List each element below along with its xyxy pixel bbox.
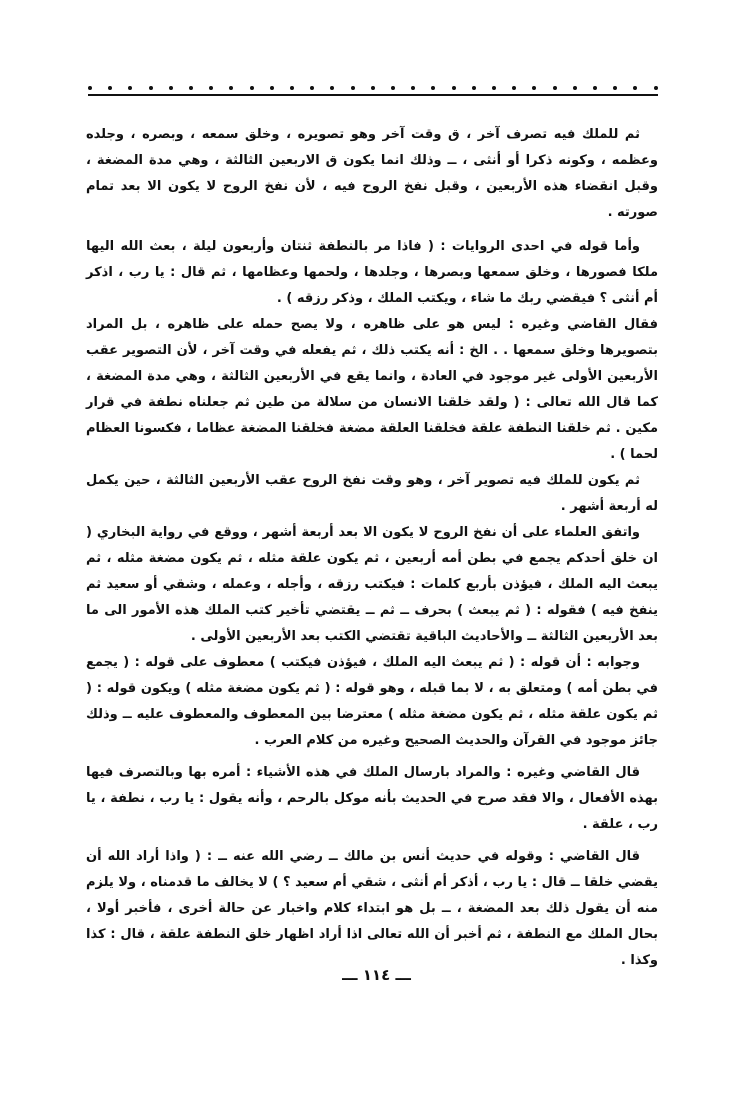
rule-dot xyxy=(573,86,577,90)
rule-dot xyxy=(330,86,334,90)
rule-dot xyxy=(431,86,435,90)
rule-dot xyxy=(128,86,132,90)
rule-dot xyxy=(593,86,597,90)
header-line xyxy=(88,94,658,96)
rule-dot xyxy=(351,86,355,90)
rule-dot xyxy=(391,86,395,90)
rule-dot xyxy=(411,86,415,90)
paragraph: ثم يكون للملك فيه تصوير آخر ، وهو وقت نفخ الروح عقب الأربعين الثالثة ، حين يكمل له أربعة أشهر . xyxy=(86,473,658,514)
rule-dot xyxy=(654,86,658,90)
rule-dot xyxy=(613,86,617,90)
paragraph: واتفق العلماء على أن نفخ الروح لا يكون الا بعد أربعة أشهر ، ووقع في رواية البخاري ( ان خلق أحدكم يجمع في بطن أمه أربعين ، ثم يكون علقة مثله ، ثم يكون مضغة مثله ، ثم يبعث اليه الملك ، فيؤذن بأربع كلمات : فيكتب رزقه ، وأجله ، وعمله ، وشقي أو سعيد ثم ينفخ فيه ) فقوله : ( ثم يبعث ) بحرف ــ ثم ــ يقتضي تأخير كتب الملك هذه الأمور الى ما بعد الأربعين الثالثة ــ والأحاديث الباقية تقتضي الكتب بعد الأربعين الأولى . xyxy=(86,525,658,644)
page-number: ـــ ١١٤ ـــ xyxy=(342,966,411,984)
rule-dot xyxy=(250,86,254,90)
paragraph: قال القاضي : وقوله في حديث أنس بن مالك ــ رضي الله عنه ــ : ( واذا أراد الله أن يقضي خلقا ــ قال : يا رب ، أذكر أم أنثى ، شقي أم سعيد ؟ ) لا يخالف ما قدمناه ، ولا يلزم منه أن يقول ذلك بعد المضغة ، ــ بل هو ابتداء كلام واخبار عن حالة أخرى ، فأخبر أولا ، بحال الملك مع النطفة ، ثم أخبر أن الله تعالى اذا أراد اظهار خلق النطفة علقة ، قال : كذا وكذا . xyxy=(86,849,658,968)
paragraph: ثم للملك فيه تصرف آخر ، ق وقت آخر وهو تصويره ، وخلق سمعه ، وبصره ، وجلده وعظمه ، وكونه ذكرا أو أنثى ، ــ وذلك انما يكون ق الاربعين الثالثة ، وهي مدة المضغة ، وقبل انقضاء هذه الأربعين ، وقبل نفخ الروح فيه ، لأن نفخ الروح لا يكون الا بعد تمام صورته . xyxy=(86,127,658,220)
paragraph: وأما قوله في احدى الروايات : ( فاذا مر بالنطفة ثنتان وأربعون ليلة ، بعث الله اليها ملكا فصورها ، وخلق سمعها وبصرها ، وجلدها ، ولحمها وعظامها ، ثم قال : يا رب ، اذكر أم أنثى ؟ فيقضي ربك ما شاء ، ويكتب الملك ، وذكر رزقه ) . xyxy=(86,239,658,306)
rule-dot xyxy=(492,86,496,90)
rule-dot xyxy=(189,86,193,90)
rule-dot xyxy=(270,86,274,90)
rule-dot xyxy=(633,86,637,90)
rule-dot xyxy=(371,86,375,90)
rule-dot xyxy=(209,86,213,90)
rule-dot xyxy=(512,86,516,90)
rule-dot xyxy=(452,86,456,90)
rule-dot xyxy=(229,86,233,90)
rule-dot xyxy=(88,86,92,90)
rule-dot xyxy=(290,86,294,90)
header-rule xyxy=(88,82,658,94)
rule-dot xyxy=(472,86,476,90)
rule-dot xyxy=(149,86,153,90)
paragraph: فقال القاضي وغيره : ليس هو على ظاهره ، ولا يصح حمله على ظاهره ، بل المراد بتصويرها وخلق سمعها . . الخ : أنه يكتب ذلك ، ثم يفعله في وقت آخر ، لأن التصوير عقب الأربعين الأولى غير موجود في العادة ، وانما يقع في الأربعين الثالثة ، وهي مدة المضغة ، كما قال الله تعالى : ( ولقد خلقنا الانسان من سلالة من طين ثم جعلناه نطفة في قرار مكين . ثم خلقنا النطفة علقة فخلقنا العلقة مضغة فخلقنا المضغة عظاما ، فكسونا العظام لحما ) . xyxy=(86,317,658,462)
rule-dot xyxy=(169,86,173,90)
body-text xyxy=(86,122,658,974)
rule-dot xyxy=(310,86,314,90)
rule-dot xyxy=(532,86,536,90)
rule-dot xyxy=(553,86,557,90)
paragraph: قال القاضي وغيره : والمراد بارسال الملك في هذه الأشياء : أمره بها وبالتصرف فيها بهذه الأفعال ، والا فقد صرح في الحديث بأنه موكل بالرحم ، وأنه يقول : يا رب ، نطفة ، يا رب ، علقة . xyxy=(86,765,658,832)
rule-dot xyxy=(108,86,112,90)
paragraph: وجوابه : أن قوله : ( ثم يبعث اليه الملك ، فيؤذن فيكتب ) معطوف على قوله : ( يجمع في بطن أمه ) ومتعلق به ، لا بما قبله ، وهو قوله : ( ثم يكون مضغة مثله ) ويكون قوله : ( ثم يكون علقة مثله ، ثم يكون مضغة مثله ) معترضا بين المعطوف والمعطوف عليه ــ وذلك جائز موجود في القرآن والحديث الصحيح وغيره من كلام العرب . xyxy=(86,655,658,748)
